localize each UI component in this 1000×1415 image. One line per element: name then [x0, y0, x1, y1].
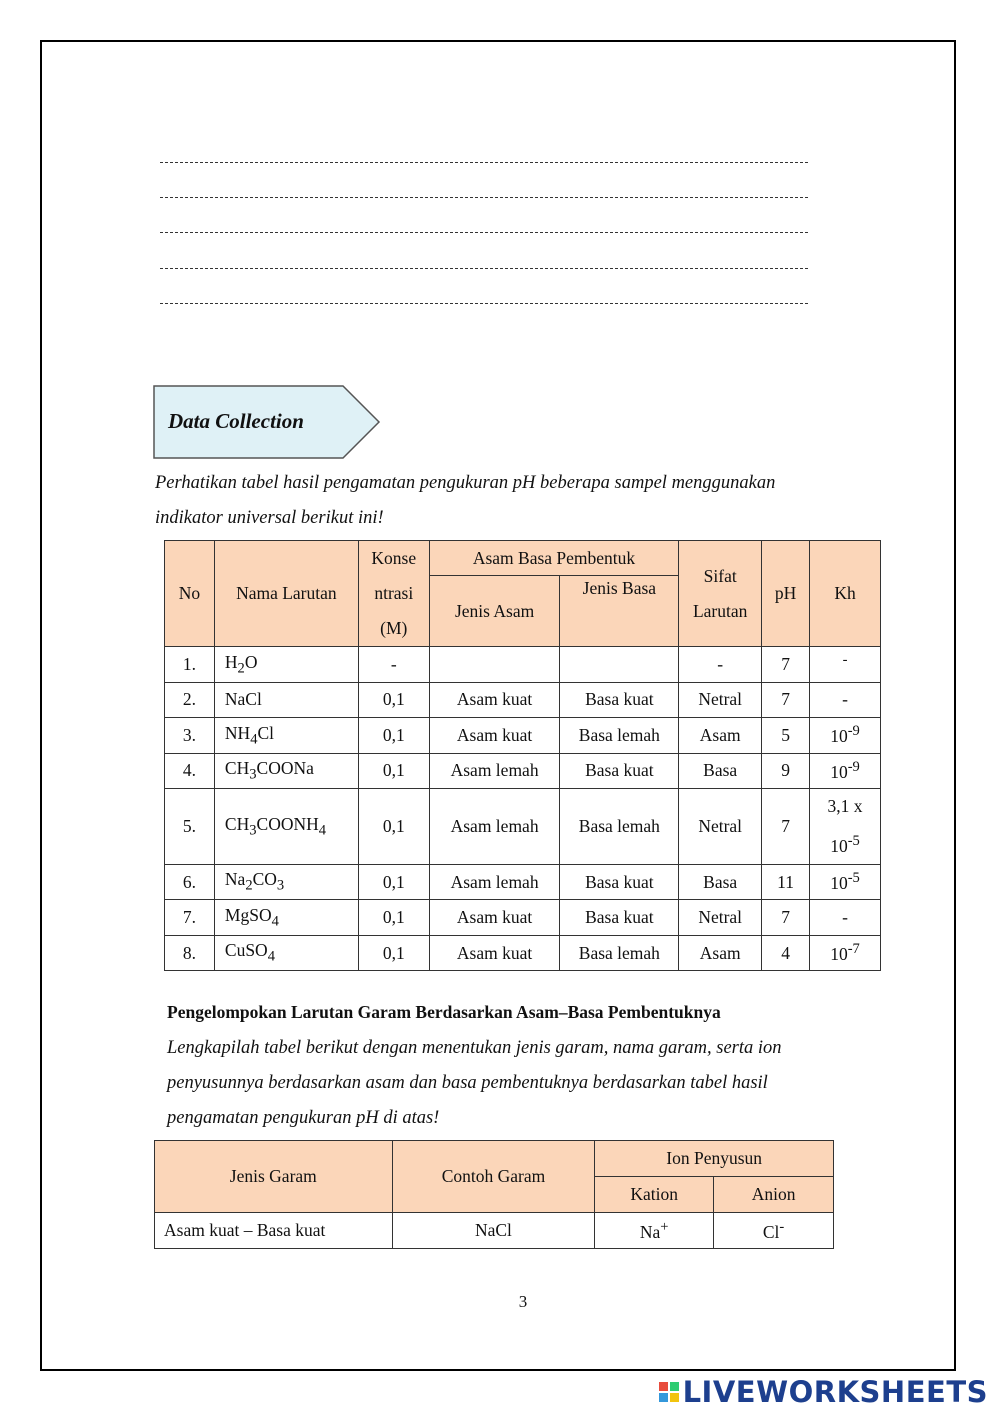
- liveworksheets-watermark: [659, 1374, 988, 1410]
- logo-square: [659, 1382, 668, 1391]
- cell-nama-larutan: [214, 935, 358, 971]
- formula-part: Cl: [257, 722, 275, 743]
- cell-no: 3.: [165, 718, 215, 754]
- kh-power: [810, 824, 880, 864]
- cell-kh: [810, 753, 881, 789]
- formula-part: 4: [318, 822, 327, 839]
- kh-base: -: [842, 907, 848, 928]
- kh-base: -: [842, 689, 848, 710]
- cell-jenis-garam[interactable]: Asam kuat – Basa kuat: [155, 1213, 393, 1249]
- cell-konsentrasi: 0,1: [358, 864, 429, 900]
- cell-no: 2.: [165, 682, 215, 718]
- kh-coefficient: 3,1 x: [827, 796, 863, 816]
- header-contoh-garam: Contoh Garam: [392, 1141, 595, 1213]
- header-asam-basa-pembentuk: Asam Basa Pembentuk: [429, 541, 679, 576]
- answer-line-2[interactable]: [160, 180, 808, 215]
- table-row: [165, 935, 881, 971]
- cell-kh: [810, 789, 881, 865]
- header-sifat-part: Larutan: [692, 600, 748, 621]
- header-jenis-basa: Jenis Basa: [560, 576, 679, 647]
- header-no: No: [165, 541, 215, 647]
- table-row: [165, 718, 881, 754]
- formula-part: 3: [276, 877, 285, 894]
- header-konsentrasi-part: (M): [380, 618, 408, 638]
- formula-part: CuSO: [224, 940, 268, 961]
- cell-kh: [810, 900, 881, 936]
- cell-jenis-asam[interactable]: Asam lemah: [429, 753, 560, 789]
- cell-konsentrasi: -: [358, 647, 429, 683]
- formula-part: H: [224, 651, 238, 672]
- cell-sifat-larutan: Basa: [679, 864, 762, 900]
- grouping-heading: Pengelompokan Larutan Garam Berdasarkan Asam–Basa Pembentuknya: [167, 1002, 721, 1022]
- cell-ph: 7: [762, 647, 810, 683]
- cell-jenis-basa[interactable]: Basa kuat: [560, 900, 679, 936]
- cell-ph: 11: [762, 864, 810, 900]
- cell-ph: 7: [762, 900, 810, 936]
- logo-square: [659, 1393, 668, 1402]
- answer-lines[interactable]: [160, 145, 808, 321]
- cell-kh: [810, 718, 881, 754]
- header-jenis-garam: Jenis Garam: [155, 1141, 393, 1213]
- table-row: [165, 900, 881, 936]
- formula-part: COONa: [256, 758, 314, 778]
- answer-line-5[interactable]: [160, 286, 808, 321]
- cell-jenis-basa[interactable]: Basa kuat: [560, 753, 679, 789]
- cell-anion[interactable]: [714, 1213, 834, 1249]
- cell-konsentrasi: 0,1: [358, 935, 429, 971]
- formula-part: 2: [245, 877, 253, 894]
- kh-base: 10: [830, 761, 848, 782]
- cell-no: 8.: [165, 935, 215, 971]
- cell-sifat-larutan: Asam: [679, 935, 762, 971]
- cell-ph: 7: [762, 682, 810, 718]
- cell-nama-larutan: [214, 753, 358, 789]
- kh-exponent: -5: [847, 833, 860, 849]
- page-number: 3: [518, 1292, 528, 1311]
- cell-jenis-basa[interactable]: [560, 647, 679, 683]
- formula-part: COONH: [256, 813, 319, 834]
- cell-contoh-garam[interactable]: NaCl: [392, 1213, 595, 1249]
- cell-no: 6.: [165, 864, 215, 900]
- instruction-line: indikator universal berikut ini!: [155, 508, 384, 528]
- ion-base: Na: [639, 1221, 661, 1242]
- formula-part: Na: [224, 869, 246, 890]
- formula-part: CH: [224, 813, 250, 834]
- header-konsentrasi-part: Konse: [371, 548, 417, 568]
- instruction-line: penyusunnya berdasarkan asam dan basa pembentuknya berdasarkan tabel hasil: [167, 1073, 768, 1093]
- cell-nama-larutan: [214, 900, 358, 936]
- cell-konsentrasi: 0,1: [358, 900, 429, 936]
- formula-part: 4: [267, 948, 275, 965]
- kh-base: 10: [830, 835, 848, 856]
- cell-nama-larutan: [214, 864, 358, 900]
- answer-line-3[interactable]: [160, 215, 808, 250]
- formula-part: CH: [224, 758, 250, 778]
- header-anion: Anion: [714, 1177, 834, 1213]
- cell-sifat-larutan: Basa: [679, 753, 762, 789]
- kh-exponent: -9: [847, 758, 860, 775]
- cell-nama-larutan: [214, 682, 358, 718]
- cell-ph: 9: [762, 753, 810, 789]
- cell-nama-larutan: [214, 718, 358, 754]
- formula-part: 2: [237, 660, 245, 676]
- answer-line-1[interactable]: [160, 145, 808, 180]
- table-row: [165, 682, 881, 718]
- formula-part: NH: [224, 722, 251, 743]
- header-sifat-part: Sifat: [703, 565, 737, 586]
- cell-sifat-larutan: Netral: [679, 682, 762, 718]
- logo-square: [670, 1393, 679, 1402]
- cell-jenis-basa[interactable]: Basa lemah: [560, 718, 679, 754]
- formula-part: 3: [249, 766, 257, 783]
- cell-jenis-basa[interactable]: Basa lemah: [560, 935, 679, 971]
- header-jenis-asam: Jenis Asam: [429, 576, 560, 647]
- ion-charge: -: [779, 1218, 785, 1235]
- header-kh: Kh: [810, 541, 881, 647]
- kh-exponent: -: [842, 652, 848, 669]
- cell-ph: 5: [762, 718, 810, 754]
- cell-sifat-larutan: Netral: [679, 900, 762, 936]
- instruction-line: Perhatikan tabel hasil pengamatan pengukuran pH beberapa sampel menggunakan: [155, 473, 776, 493]
- cell-jenis-basa[interactable]: Basa kuat: [560, 682, 679, 718]
- kh-exponent: -9: [847, 723, 860, 740]
- salt-table: [154, 1140, 834, 1249]
- cell-jenis-asam[interactable]: [429, 647, 560, 683]
- cell-sifat-larutan: Asam: [679, 718, 762, 754]
- ph-table: [164, 540, 881, 971]
- header-konsentrasi: [358, 541, 429, 647]
- grouping-instruction: [167, 1031, 867, 1136]
- cell-jenis-asam[interactable]: Asam kuat: [429, 682, 560, 718]
- table-row: [155, 1213, 834, 1249]
- kh-base: 10: [830, 943, 848, 964]
- data-collection-title: Data Collection: [168, 409, 304, 433]
- cell-jenis-asam[interactable]: Asam kuat: [429, 718, 560, 754]
- cell-jenis-asam[interactable]: Asam lemah: [429, 864, 560, 900]
- cell-jenis-basa[interactable]: Basa lemah: [560, 789, 679, 865]
- cell-konsentrasi: 0,1: [358, 753, 429, 789]
- cell-konsentrasi: 0,1: [358, 718, 429, 754]
- kh-base: 10: [830, 726, 848, 747]
- formula-part: MgSO: [224, 904, 272, 925]
- formula-part: NaCl: [224, 689, 262, 710]
- kh-exponent: -7: [847, 941, 860, 958]
- formula-part: 4: [250, 731, 258, 747]
- table-row: [165, 789, 881, 865]
- cell-jenis-asam[interactable]: Asam kuat: [429, 900, 560, 936]
- formula-part: CO: [252, 869, 277, 890]
- cell-ph: 4: [762, 935, 810, 971]
- cell-no: 5.: [165, 789, 215, 865]
- instruction-line: Lengkapilah tabel berikut dengan menentukan jenis garam, nama garam, serta ion: [167, 1038, 782, 1058]
- cell-konsentrasi: 0,1: [358, 682, 429, 718]
- header-nama-larutan: Nama Larutan: [214, 541, 358, 647]
- cell-sifat-larutan: Netral: [679, 789, 762, 865]
- table-row: [165, 647, 881, 683]
- cell-jenis-asam[interactable]: Asam kuat: [429, 935, 560, 971]
- liveworksheets-logo-icon: [659, 1382, 679, 1402]
- ion-base: Cl: [762, 1221, 780, 1242]
- cell-sifat-larutan: -: [679, 647, 762, 683]
- formula-part: 4: [271, 913, 279, 930]
- data-collection-tag: [153, 385, 381, 459]
- header-konsentrasi-part: ntrasi: [374, 583, 414, 603]
- formula-part: O: [244, 651, 258, 672]
- cell-kh: [810, 935, 881, 971]
- header-sifat-larutan: [679, 541, 762, 647]
- formula-part: 3: [249, 822, 257, 839]
- answer-line-4[interactable]: [160, 251, 808, 286]
- kh-base: 10: [830, 872, 848, 893]
- cell-ph: 7: [762, 789, 810, 865]
- header-ion-penyusun: Ion Penyusun: [595, 1141, 834, 1177]
- kh-exponent: -5: [847, 870, 860, 887]
- cell-kh: [810, 682, 881, 718]
- cell-kation[interactable]: [595, 1213, 714, 1249]
- logo-square: [670, 1382, 679, 1391]
- cell-nama-larutan: [214, 647, 358, 683]
- cell-no: 1.: [165, 647, 215, 683]
- watermark-text: LIVEWORKSHEETS: [682, 1375, 988, 1409]
- cell-kh: [810, 647, 881, 683]
- header-ph: pH: [762, 541, 810, 647]
- data-collection-instruction: [155, 466, 875, 536]
- cell-no: 7.: [165, 900, 215, 936]
- cell-konsentrasi: 0,1: [358, 789, 429, 865]
- cell-jenis-asam[interactable]: Asam lemah: [429, 789, 560, 865]
- ion-charge: +: [660, 1218, 669, 1235]
- cell-no: 4.: [165, 753, 215, 789]
- cell-jenis-basa[interactable]: Basa kuat: [560, 864, 679, 900]
- header-kation: Kation: [595, 1177, 714, 1213]
- instruction-line: pengamatan pengukuran pH di atas!: [167, 1108, 440, 1128]
- cell-nama-larutan: [214, 789, 358, 865]
- table-row: [165, 864, 881, 900]
- cell-kh: [810, 864, 881, 900]
- table-row: [165, 753, 881, 789]
